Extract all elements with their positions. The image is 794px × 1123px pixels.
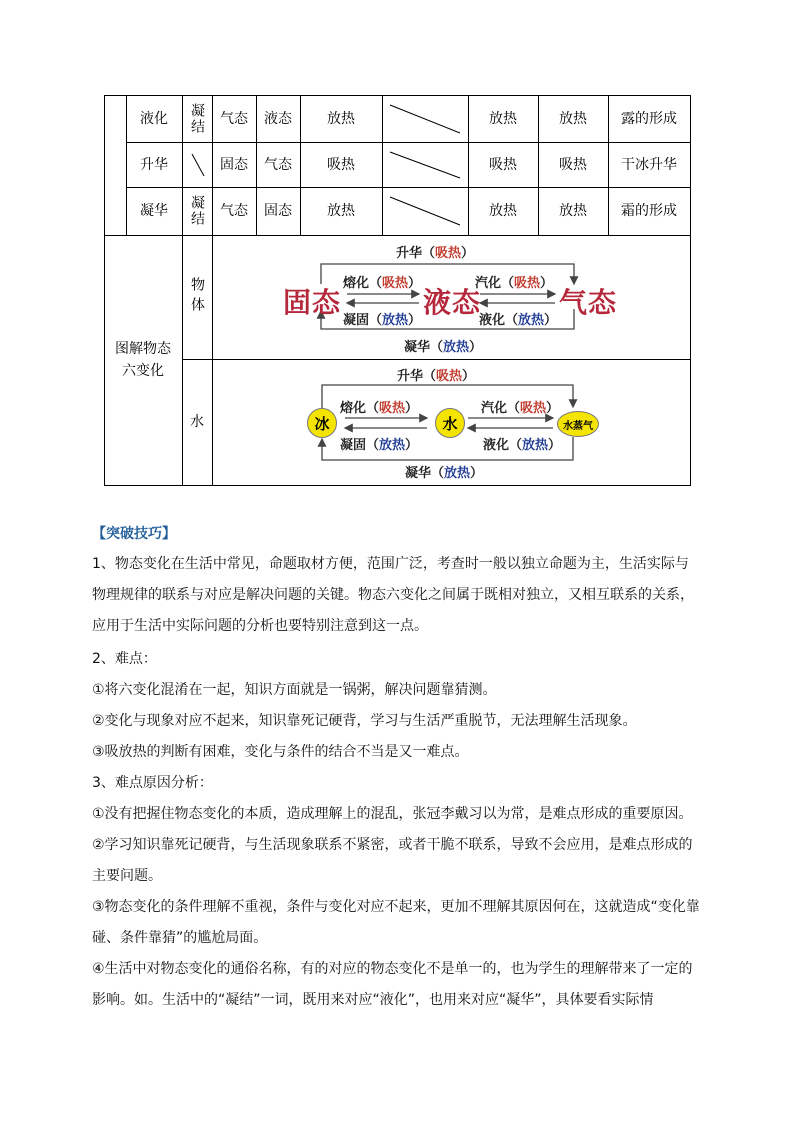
label-vaporization: 汽化（吸热） xyxy=(481,401,560,416)
sub-label-water: 水 xyxy=(190,414,204,430)
heat-release: 放热 xyxy=(443,340,470,355)
sub-label-cell xyxy=(182,235,212,359)
label-text: 升华 xyxy=(397,369,424,384)
label-text: 凝固 xyxy=(343,313,370,328)
table-cell-text: 凝结 xyxy=(189,102,205,135)
table-cell: 放热 xyxy=(489,203,517,219)
paragraph: ②变化与现象对应不起来，知识靠死记硬背，学习与生活严重脱节，无法理解生活现象。 xyxy=(92,713,637,729)
label-freezing: 凝固（放热） xyxy=(340,438,419,453)
label-deposition: 凝华（放热） xyxy=(405,466,484,481)
paragraph: ②学习知识靠死记硬背，与生活现象联系不紧密，或者干脆不联系，导致不会应用，是难点形成的主要问题。 xyxy=(92,837,693,884)
label-text: 熔化 xyxy=(343,276,370,291)
table-cell: 放热 xyxy=(327,203,355,219)
label-text: 汽化 xyxy=(475,276,502,291)
section-label: 图解物态六变化 xyxy=(115,341,171,379)
paragraph: 2、难点： xyxy=(92,651,157,667)
label-text: 凝华 xyxy=(404,340,431,355)
table-cell: 凝华 xyxy=(140,203,168,219)
table-cell xyxy=(182,187,212,235)
section-title: 【突破技巧】 xyxy=(92,526,176,542)
label-liquefaction: 液化（放热） xyxy=(483,438,562,453)
heat-release: 放热 xyxy=(379,438,406,453)
table-cell: 放热 xyxy=(559,110,587,127)
heat-absorb: 吸热 xyxy=(435,246,462,261)
label-text: 凝华 xyxy=(405,466,432,481)
table-rule xyxy=(182,359,691,360)
paragraph: 1、物态变化在生活中常见，命题取材方便，范围广泛，考查时一般以独立命题为主，生活实际与物理规律的联系与对应是解决问题的关键。物态六变化之间属于既相对独立，又相互联系的关系，应用于生活中实际问题的分析也要特别注意到这一点。 xyxy=(92,556,694,634)
diagonal-slash xyxy=(382,95,468,142)
label-liquefaction: 液化（放热） xyxy=(479,313,558,328)
table-cell: 露的形成 xyxy=(621,110,677,127)
label-text: 熔化 xyxy=(340,401,367,416)
heat-release: 放热 xyxy=(382,313,409,328)
table-border-right xyxy=(690,95,691,486)
label-vaporization: 汽化（吸热） xyxy=(475,276,554,291)
table-cell: 升华 xyxy=(140,156,168,173)
table-cell: 液化 xyxy=(140,110,168,127)
paragraph: ①没有把握住物态变化的本质，造成理解上的混乱，张冠李戴习以为常，是难点形成的重要原因。 xyxy=(92,806,693,822)
paragraph: ④生活中对物态变化的通俗名称，有的对应的物态变化不是单一的，也为学生的理解带来了一定的影响。如。生活中的“凝结”一词，既用来对应“液化”，也用来对应“凝华”，具体要看实际情 xyxy=(92,961,693,1008)
table-cell: 放热 xyxy=(489,110,517,127)
state-gas: 气态 xyxy=(559,286,618,319)
label-text: 液化 xyxy=(483,438,510,453)
heat-release: 放热 xyxy=(522,438,549,453)
table-cell: 吸热 xyxy=(327,156,355,173)
table-cell: 吸热 xyxy=(559,156,587,173)
state-change-diagram-object xyxy=(283,237,619,357)
heat-absorb: 吸热 xyxy=(436,369,463,384)
table-cell: 气态 xyxy=(264,156,292,173)
section-label-cell xyxy=(104,235,182,485)
state-change-diagram-water xyxy=(305,362,605,482)
label-freezing: 凝固（放热） xyxy=(343,313,422,328)
table-cell: 干冰升华 xyxy=(621,156,677,173)
state-water-circle: 水 xyxy=(435,408,465,438)
label-text: 凝固 xyxy=(340,438,367,453)
table-cell: 气态 xyxy=(220,203,248,219)
sub-label-object: 物体 xyxy=(189,277,205,317)
paragraph: ③吸放热的判断有困难，变化与条件的结合不当是又一难点。 xyxy=(92,744,469,760)
table-cell: 固态 xyxy=(220,156,248,173)
label-sublimation: 升华（吸热） xyxy=(397,369,476,384)
label-deposition: 凝华（放热） xyxy=(404,340,483,355)
table-cell: 霜的形成 xyxy=(621,203,677,219)
diagonal-slash xyxy=(382,142,468,187)
label-text: 汽化 xyxy=(481,401,508,416)
state-solid: 固态 xyxy=(283,286,342,319)
table-cell xyxy=(182,95,212,142)
label-melting: 熔化（吸热） xyxy=(343,276,422,291)
heat-release: 放热 xyxy=(444,466,471,481)
table-cell: 放热 xyxy=(327,110,355,127)
paragraph: ③物态变化的条件理解不重视，条件与变化对应不起来，更加不理解其原因何在，这就造成“变化靠碰、条件靠猜”的尴尬局面。 xyxy=(92,899,700,946)
paragraph: 3、难点原因分析： xyxy=(92,775,213,791)
paragraph: ①将六变化混淆在一起，知识方面就是一锅粥，解决问题靠猜测。 xyxy=(92,682,497,698)
label-text: 升华 xyxy=(396,246,423,261)
label-melting: 熔化（吸热） xyxy=(340,401,419,416)
heat-absorb: 吸热 xyxy=(520,401,547,416)
label-text: 液化 xyxy=(479,313,506,328)
diagonal-slash xyxy=(182,142,212,187)
heat-release: 放热 xyxy=(518,313,545,328)
table-cell: 固态 xyxy=(264,203,292,219)
table-cell: 液态 xyxy=(264,110,292,127)
table-cell: 放热 xyxy=(559,203,587,219)
heat-absorb: 吸热 xyxy=(379,401,406,416)
state-liquid: 液态 xyxy=(423,286,482,319)
state-ice-circle: 冰 xyxy=(307,408,337,438)
table-cell: 吸热 xyxy=(489,156,517,173)
diagonal-slash xyxy=(382,187,468,235)
heat-absorb: 吸热 xyxy=(514,276,541,291)
table-cell: 气态 xyxy=(220,110,248,127)
table-border-bottom xyxy=(104,485,691,486)
state-steam-circle: 水蒸气 xyxy=(557,411,599,437)
heat-absorb: 吸热 xyxy=(382,276,409,291)
label-sublimation: 升华（吸热） xyxy=(396,246,475,261)
table-cell-text: 凝结 xyxy=(189,195,205,227)
